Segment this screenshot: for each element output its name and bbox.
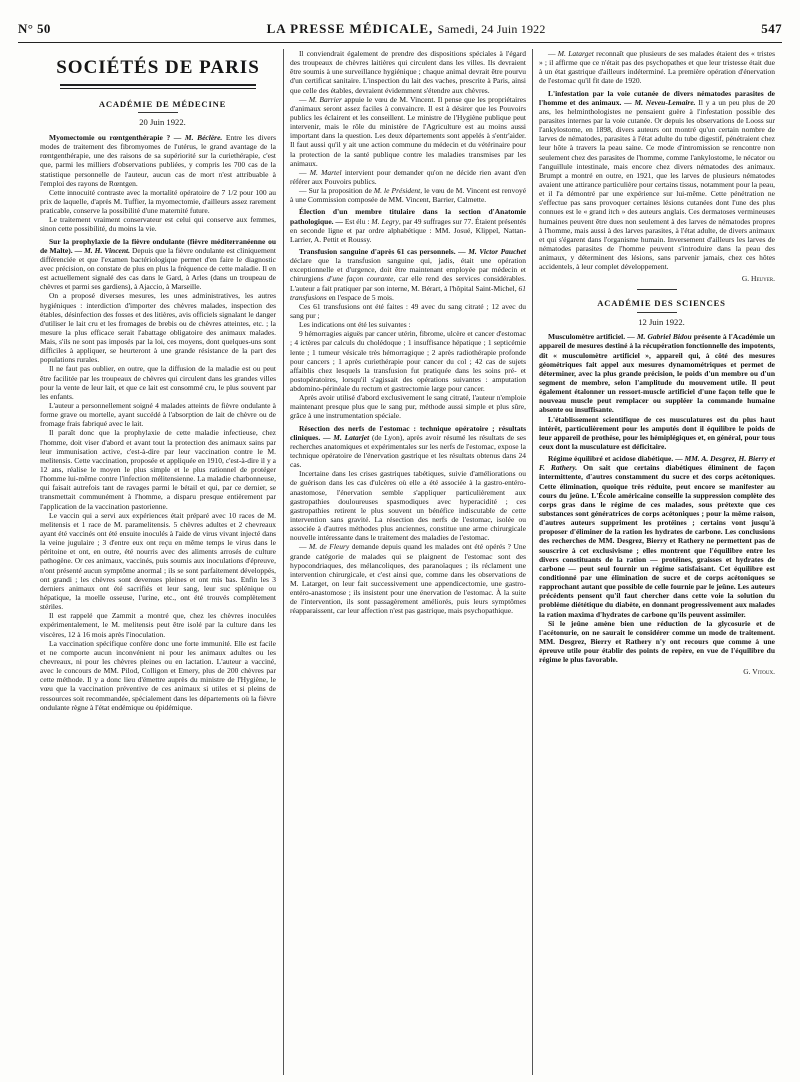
column-3 xyxy=(539,49,775,1079)
paragraph: Le vaccin qui a servi aux expériences était préparé avec 10 races de M. melitensis et 1 race de M. paramelitensis. 5 chèvres adultes et 2 chevreaux ayant été vaccinés ont été ensuite inoculés à l'aide de virus vivant injecté dans la veine jugulaire ; 3 d'entre eux ont reçu en même temps le virus dans le péritoine et ont, en outre, été nourris avec des aliments arrosés de culture pathogène. Or ces animaux, vaccinés, puis soumis aux inoculations d'épreuve, n'ont présenté aucun symptôme anormal ; ils se sont parfaitement développés, ont grandi ; les chèvres sont devenues pleines et ont mis bas. Enfin les 3 derniers animaux ont été sacrifiés et leur sang, leur suc splénique ou hépatique, la moelle osseuse, l'urine, etc., ont été trouvés complètement stériles. xyxy=(40,510,276,612)
paragraph xyxy=(539,89,775,272)
section-separator xyxy=(637,289,677,290)
paragraph: Les indications ont été les suivantes : xyxy=(299,320,411,330)
article-author: M. Neveu-Lemaire. xyxy=(634,97,696,107)
column-2 xyxy=(290,49,526,1079)
discussant-name: M. le Président xyxy=(373,186,421,196)
paragraph: L'établissement scientifique de ces musculatures est du plus haut intérêt, particulièrement pour les amputés dont il équilibre le poids de leur appareil de prothèse, pour les hémiplégiques et, en général, pour tous ceux dont la musculature est déficitaire. xyxy=(539,414,775,452)
paragraph: L'auteur a personnellement soigné 4 malades atteints de fièvre ondulante à forme grave ou mortelle, ayant succédé à l'absorption de lait de chèvre ou de fromage frais fabriqué avec le lait. xyxy=(40,401,276,429)
article-title: Résection des nerfs de l'estomac : technique opératoire ; résultats cliniques. — xyxy=(290,423,526,442)
signature: G. Heuyer. xyxy=(741,274,775,284)
paragraph xyxy=(539,454,775,619)
paragraph: Si le jeûne amène bien une réduction de la glycosurie et de l'acétonurie, on ne saurait le considérer comme un mode de traitement. MM. Desgrez, Bierry et Rathery n'y ont recours que comme à une épreuve utile pour établir des points de repère, en vue de l'équilibre du régime le plus favorable. xyxy=(539,618,775,665)
article-title: Transfusion sanguine d'après 61 cas personnels. — xyxy=(299,246,466,256)
header-rule xyxy=(18,42,782,43)
paragraph-text: présente à l'Académie un appareil de mesures destiné à la récupération fonctionnelle des impotents, dit « musculomètre artificiel », appareil qui, à côté des mesures géométriques fait appel aux mesures dynamométriques et permet de déterminer, avec la plus grande précision, le poids d'un membre ou d'un segment de membre, selon l'amplitude du mouvement utile. Il peut également étalonner un ressort-muscle artificiel d'une façon telle que le nouveau muscle peut remplacer ou suppléer la commande humaine absente ou insuffisante. xyxy=(539,332,775,415)
paragraph: Le traitement vraiment conservateur est celui qui conserve aux femmes, sinon cette possibilité, du moins la vie. xyxy=(40,215,276,234)
discussant-name: M. Barrier xyxy=(308,94,342,104)
issue-date: Samedi, 24 Juin 1922 xyxy=(437,22,546,36)
paragraph: Incertaine dans les crises gastriques tabétiques, suivie d'améliorations ou de guérison dans les cas d'ulcères où elle a été associée à la gastro-entéro-anastomose, l'énervation semble s'appliquer particulièrement aux gastropathies douloureuses spasmodiques avec hyperacidité ; ces gastropathies retirent le plus souvent un bénéfice indiscutable de cette intervention sans gravité. La résection des nerfs de l'estomac, isolée ou associée à d'autres méthodes plus anciennes, constitue une arme chirurgicale nouvelle intéressante dans le traitement des maladies de l'estomac. xyxy=(290,469,526,543)
article-title: Sur la prophylaxie de la fièvre ondulante (fièvre méditerranéenne ou de Malte). — xyxy=(40,236,276,255)
paragraph-text: , car elle rend des services considérables. L'auteur a fait pratiquer par son interne, M. Bérart, à l'hôpital Saint-Michel, xyxy=(290,274,526,293)
paragraph: Il conviendrait également de prendre des dispositions spéciales à l'égard des troupeaux de chèvres laitières qui circulent dans les villes. Ils devraient être soumis à une surveillance hygiénique ; chaque animal devrait être pourvu d'un certificat sanitaire. L'inspection du lait des vaches, prescrite à Paris, ainsi que celle des étables, devraient évidemment s'étendre aux chèvres. xyxy=(290,49,526,95)
page-number: 547 xyxy=(761,21,782,36)
paragraph: Il paraît donc que la prophylaxie de cette maladie infectieuse, chez l'homme, doit viser d'abord et avant tout la protection des animaux sains par leur immunisation active, c'est-à-dire par leur vaccination contre le M. melitensis. Cette vaccination, proposée et appliquée en 1910, c'est-à-dire il y a 12 ans, réalise le moyen le plus simple et le plus rationnel de protéger l'homme lui-même contre l'infection mélitensienne. La maladie charbonneuse, qui faisait autrefois tant de ravages parmi le bétail et qui, par ce dernier, se transmettait communément à l'homme, a disparu presque entièrement par l'application de la vaccination pastorienne. xyxy=(40,428,276,511)
paragraph: Il est rappelé que Zammit a montré que, chez les chèvres inoculées expérimentalement, le M. melitensis peut être isolé par la culture dans les viscères, 12 à 16 mois après l'inoculation. xyxy=(40,611,276,639)
article-columns xyxy=(40,49,782,1079)
paragraph-text: , le vœu de M. Vincent est renvoyé à une Commission composée de MM. Vincent, Barrier, Calmette. xyxy=(290,186,526,205)
paragraph-text: Sur la proposition de xyxy=(308,186,372,196)
article-author: M. Legry xyxy=(371,216,399,226)
academy-heading: ACADÉMIE DES SCIENCES xyxy=(597,298,726,309)
paragraph xyxy=(539,332,775,414)
article-author: MM. A. Desgrez, H. Bierry et F. Rathery. xyxy=(539,454,775,473)
paragraph: — M. Latarget reconnaît que plusieurs de ses malades étaient des « tristes » ; il affirme que ce n'était pas des psychopathes et que leur tristesse était due à un état gastrique d'ailleurs indéterminé. La première opération d'énervation de l'estomac qu'il fit date de 1920. xyxy=(539,49,775,86)
discussant-name: M. Martel xyxy=(309,167,342,177)
article-author: M. Latarjet xyxy=(333,432,370,442)
journal-title xyxy=(267,21,546,37)
issue-number: N° 50 xyxy=(18,21,51,36)
article-title: Myomectomie ou rœntgenthérapie ? — xyxy=(49,132,182,142)
emphasis: 61 transfusions xyxy=(290,283,526,302)
paragraph: Ces 61 transfusions ont été faites : 49 avec du sang citraté ; 12 avec du sang pur ; xyxy=(290,301,526,320)
session-date: 12 Juin 1922. xyxy=(638,316,685,327)
paragraph: — Sur la proposition de M. le Président, le vœu de M. Vincent est renvoyé à une Commission composée de MM. Vincent, Barrier, Calmette. xyxy=(290,186,526,205)
paragraph-text: demande depuis quand les malades ont été opérés ? Une grande catégorie de malades qui se plaignent de l'estomac sont des hypocondriaques, des mélancoliques, des paranoïaques ; ils réclament une intervention chirurgicale, et c'est ainsi que, comme dans les observations de M. Latarget, on leur fait successivement une appendicectomie, une gastro-entéro-anastomose ; ils insistent pour une énervation de l'estomac. À la suite de l'intervention, ils sont passagèrement améliorés, puis leurs symptômes réapparaissent, car leur affection n'est pas gastrique, mais psychopathique. xyxy=(290,542,526,616)
article-author: M. Victor Pauchet xyxy=(468,246,526,256)
emphasis: d'une façon courante xyxy=(327,274,394,284)
paragraph-text: (de Lyon), après avoir résumé les résultats de ses recherches anatomiques et expérimentales sur les nerfs de l'estomac, expose la technique opératoire de l'énervation gastrique et les résultats obtenus dans 24 cas. xyxy=(290,432,526,470)
paragraph-text: On sait que certains diabétiques éliminent de façon intermittente, d'autres constamment du sucre et des corps acétoniques. Cette élimination, quoique très réduite, peut encore se manifester au cours du jeûne. L'École américaine conseille la suppression complète des corps gras dans le régime de ces malades, sous prétexte que ces substances sont génératrices de corps acétoniques ; pour la même raison, d'autres auteurs suppriment les protéines ; certains vont jusqu'à proposer d'éliminer de la ration les hydrates de carbone. Les conclusions des recherches de MM. Desgrez, Bierry et Rathery ne permettent pas de souscrire à cet exclusivisme ; elles montrent que l'équilibre entre les divers constituants de la ration — protéines, graisses et hydrates de carbone — peut seul fournir un régime satisfaisant. Cet équilibre est conditionné par une élimination de sucre et de corps acétoniques se rapprochant autant que possible de celle fournie par le jeûne. Les auteurs précédents pensent qu'il faut chercher dans cette voie la solution du problème diététique du diabète, en donnant progressivement aux malades la ration maxima d'hydrates de carbone qu'ils peuvent assimiler. xyxy=(539,463,775,619)
paragraph: Après avoir utilisé d'abord exclusivement le sang citraté, l'auteur n'emploie maintenant presque plus que le sang pur, méthode aussi simple et plus sûre, grâce à une instrumentation spéciale. xyxy=(290,393,526,421)
session-date: 20 Juin 1922. xyxy=(139,117,186,128)
section-rule xyxy=(60,88,256,89)
article-author: M. Gabriel Bidou xyxy=(636,332,692,342)
paragraph-text: en l'espace de 5 mois. xyxy=(328,292,394,302)
article-title: L'infestation par la voie cutanée de divers nématodes parasites de l'homme et des animaux. — xyxy=(539,88,775,107)
paragraph: On a proposé diverses mesures, les unes administratives, les autres hygiéniques : interdiction d'importer des chèvres malades, inspection des étables, désinfection des fosses et des litières, avis officiels signalant le danger d'utiliser le lait cru et les fromages de brebis ou de chèvres atteintes, etc. ; la mesure la plus efficace serait l'abattage obligatoire des animaux malades. Mais, s'ils ne sont pas imposés par la loi, ces moyens, dont quelques-uns sont difficiles à appliquer, se heurteront à une grande résistance de la part des populations rurales. xyxy=(40,291,276,365)
section-title: SOCIÉTÉS DE PARIS xyxy=(56,57,260,78)
paragraph: — M. Martel intervient pour demander qu'on ne décide rien avant d'en référer aux Pouvoirs publics. xyxy=(290,167,526,186)
masthead xyxy=(18,18,782,40)
paragraph-text: Est élu : xyxy=(344,216,370,226)
paragraph xyxy=(40,133,276,188)
paragraph: Il ne faut pas oublier, en outre, que la diffusion de la maladie est ou peut être facilitée par les troupeaux de chèvres qui circulent dans les grandes villes pour la vente de leur lait, et que ce lait est consommé cru, le plus souvent par les enfants. xyxy=(40,364,276,401)
paragraph-text: , par 49 suffrages sur 77. Étaient présentés en seconde ligne et par ordre alphabétique : MM. Josué, Klippel, Nattan-Larrier, A. Pettit et Roussy. xyxy=(290,216,526,244)
column-1 xyxy=(40,49,276,1079)
discussant-name: M. de Fleury xyxy=(309,542,350,552)
article-title: Élection d'un membre titulaire dans la section d'Anatomie pathologique. — xyxy=(290,207,526,226)
academy-heading: ACADÉMIE DE MÉDECINE xyxy=(98,99,227,109)
paragraph xyxy=(290,247,526,302)
article-author: M. H. Vincent. xyxy=(84,245,130,255)
paragraph xyxy=(40,237,276,292)
paragraph-text: déclare que la transfusion sanguine qui, jadis, était une opération exceptionnelle et d'urgence, doit être maintenant employée par médecin et chirurgiens xyxy=(290,256,526,284)
paragraph: — M. Barrier appuie le vœu de M. Vincent. Il pense que les propriétaires d'animaux seront assez faciles à convaincre. Il est à désirer que les Pouvoirs publics les éclairent et les conseillent. Le ministre de l'Hygiène publique peut intervenir, mais le rôle du ministère de l'Agriculture est au moins aussi important dans la question. Les deux départements sont appelés à s'entr'aider. Il faut aussi qu'il y ait une action commune du médecin et du vétérinaire pour la protection de la santé publique contre les maladies transmises par les animaux. xyxy=(290,94,526,168)
journal-name: LA PRESSE MÉDICALE, xyxy=(266,21,434,36)
paragraph-text: Depuis que la fièvre ondulante est cliniquement différenciée et que l'examen bactériologique permet d'en faire le diagnostic avec précision, on constate de plus en plus la fréquence de cette maladie. Il en est actuellement signalé des cas dans le Gard, à Arles (dans un troupeau de chèvres et parmi ses gardiens), à Ajaccio, à Marseille. xyxy=(40,245,276,292)
section-rule xyxy=(60,84,256,86)
paragraph-text: Il y a un peu plus de 20 ans, les helminthologistes ne pensaient guère à l'infestation possible des parasites internes par la voie cutanée. Or depuis les observations de Looss sur l'ankylostome, en 1898, divers auteurs ont montré qu'un certain nombre de larves de nématodes, parasites à l'état adulte du tube digestif, pénétraient chez leur hôte à travers la peau saine. Ce mode d'intromission se rencontre non seulement chez des parasites de l'homme, comme l'ankylostome, le nécator ou l'anguillule intestinale, mais encore chez divers nématodes des animaux. Brumpt a montré en outre, en 1921, que les larves de plusieurs nématodes avaient une attirance particulière pour certains tissus, notamment pour la peau, et il l'a démontré par une expérience sur lui-même. Cette pénétration ne s'effectue pas sans provoquer certaines lésions cutanées dont l'une des plus connues est le « grand itch » des auteurs anglais. Ces dermatoses vermineuses humaines peuvent être dues non seulement à des larves de nématodes propres à l'homme, mais aussi à des larves parasites, à l'état adulte, de divers animaux et qui s'égarent dans l'organisme humain. Inversement d'ailleurs les larves de nématodes parasites de l'homme peuvent s'introduire dans la peau des animaux, y déterminent des lésions, sans parvenir jamais, chez ces hôtes accidentels, à leur complet développement. xyxy=(539,97,775,272)
discussant-name: M. Latarget xyxy=(557,49,594,58)
paragraph: — M. de Fleury demande depuis quand les malades ont été opérés ? Une grande catégorie de malades qui se plaignent de l'estomac sont des hypocondriaques, des mélancoliques, des paranoïaques ; ils réclament une intervention chirurgicale, et c'est ainsi que, comme dans les observations de M. Latarget, on leur fait successivement une appendicectomie, une gastro-entéro-anastomose ; ils insistent pour une énervation de l'estomac. À la suite de l'intervention, ils sont passagèrement améliorés, puis leurs symptômes réapparaissent, car leur affection n'est pas gastrique, mais psychopathique. xyxy=(290,542,526,616)
paragraph: La vaccination spécifique confère donc une forte immunité. Elle est facile et ne comporte aucun inconvénient ni pour les animaux adultes ou les chevreaux, ni pour les chèvres pleines ou en lactation. L'auteur a vacciné, avec le concours de MM. Pilod, Colligon et Emery, plus de 200 chèvres par cette méthode. Il y a donc lieu d'émettre auprès du ministre de l'Hygiène, le vœu que la vaccination préventive de ces animaux si utiles et si pleins de ressources soit recommandée, spécialement dans les départements où la fièvre ondulante règne à l'état endémique ou épidémique. xyxy=(40,638,276,712)
paragraph xyxy=(290,424,526,470)
article-title: Musculomètre artificiel. — xyxy=(548,332,635,342)
paragraph: 9 hémorragies aiguës par cancer utérin, fibrome, ulcère et cancer d'estomac ; 4 ictères par calculs du cholédoque ; 1 insuffisance hépatique ; 1 septicémie lente ; 1 tumeur vésicale très hémorragique ; 2 après radiothérapie profonde pour cancers ; 1 après curiethérapie pour cancer du col ; 42 cas de sujets affaiblis chez lesquels la transfusion fut pratiquée dans les soins pré- et postopératoires, lorsqu'il s'agissait des opérations suivantes : amputation abdomino-périnéale du rectum et gastrectomie large pour cancer. xyxy=(290,329,526,394)
academy-rule xyxy=(138,112,178,113)
article-author: M. Béclère. xyxy=(184,132,223,142)
article-title: Régime équilibré et acidose diabétique. — xyxy=(548,454,683,464)
paragraph: Cette innocuité contraste avec la mortalité opératoire de 7 1/2 pour 100 au prix de laquelle, d'après M. Tuffier, la myomectomie, d'ailleurs assez rarement praticable, conserve la possibilité d'une maternité future. xyxy=(40,187,276,216)
paragraph-text: appuie le vœu de M. Vincent. Il pense que les propriétaires d'animaux seront assez faciles à convaincre. Il est à désirer que les Pouvoirs publics les éclairent et les conseillent. Le ministre de l'Hygiène publique peut intervenir, mais le rôle du ministère de l'Agriculture est au moins aussi important dans la question. Les deux départements sont appelés à s'entr'aider. Il faut aussi qu'il y ait une action commune du médecin et du vétérinaire pour la protection de la santé publique contre les maladies transmises par les animaux. xyxy=(290,94,526,168)
signature: G. Vitoux. xyxy=(743,667,775,677)
academy-rule xyxy=(637,312,677,313)
paragraph-text: reconnaît que plusieurs de ses malades étaient des « tristes » ; il affirme que ce n'était pas des psychopathes et que leur tristesse était due à un état gastrique d'ailleurs indéterminé. La première opération d'énervation de l'estomac qu'il fit date de 1920. xyxy=(539,49,775,86)
paragraph-text: Entre les divers modes de traitement des fibromyomes de l'utérus, le grand avantage de la rœntgenthérapie, une des raisons de sa supériorité sur la curiethérapie, c'est que, parmi les milliers d'observations publiées, y compris les 700 cas de la statistique personnelle de l'auteur, aucun cas de mort n'est attribuable à l'emploi des rayons de Rœntgen. xyxy=(40,132,276,188)
paragraph-text: intervient pour demander qu'on ne décide rien avant d'en référer aux Pouvoirs publics. xyxy=(290,167,526,186)
paragraph xyxy=(290,207,526,244)
